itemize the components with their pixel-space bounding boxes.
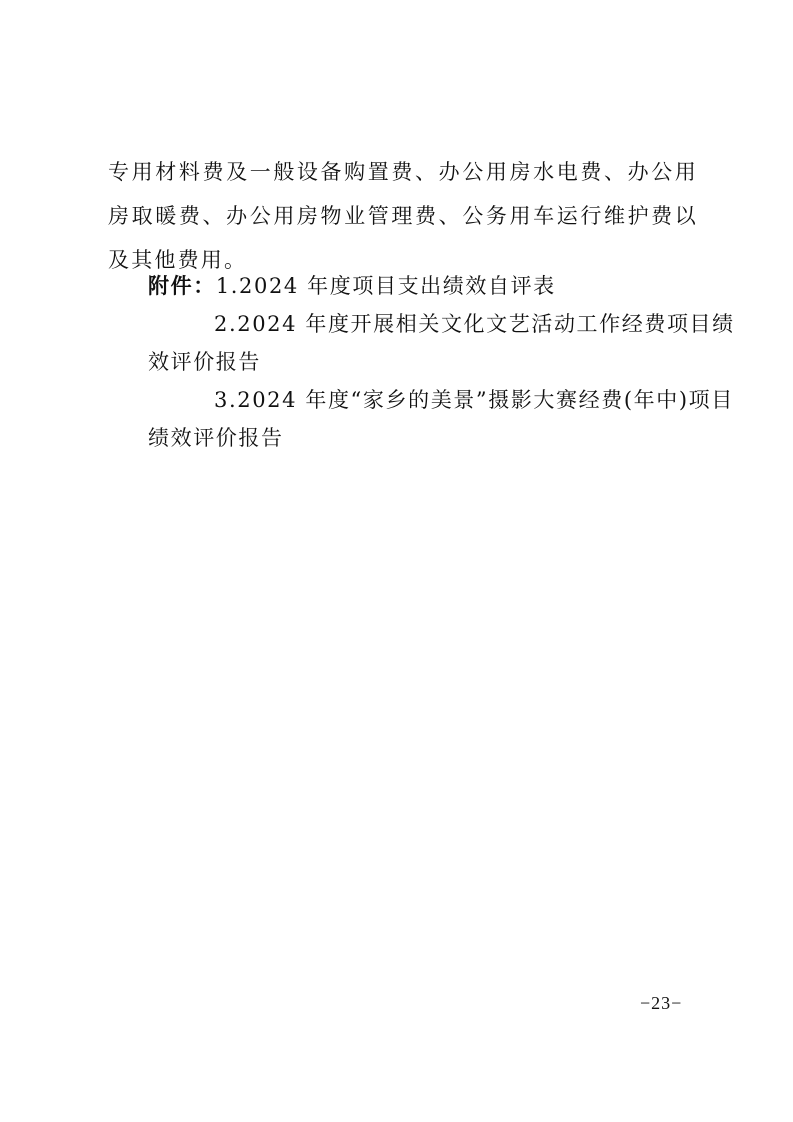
body-paragraph: 专用材料费及一般设备购置费、办公用房水电费、办公用房取暖费、办公用房物业管理费、公务用车运行维护费以及其他费用。 bbox=[108, 160, 698, 272]
attachment-item-1-text: 1.2024 年度项目支出绩效自评表 bbox=[215, 274, 556, 298]
attachment-item-3-line-2: 绩效评价报告 bbox=[148, 426, 284, 450]
attachment-item-2-line-2: 效评价报告 bbox=[148, 350, 261, 374]
body-paragraph-block bbox=[108, 150, 698, 282]
attachment-item-3-line-1: 3.2024 年度“家乡的美景”摄影大赛经费(年中)项目 bbox=[214, 388, 734, 412]
attachments-label: 附件： bbox=[148, 274, 216, 298]
page-number: −23− bbox=[640, 993, 683, 1013]
attachment-item-1 bbox=[148, 267, 698, 305]
attachments-section bbox=[148, 267, 735, 457]
attachment-item-2-line-1: 2.2024 年度开展相关文化文艺活动工作经费项目绩 bbox=[214, 312, 735, 336]
